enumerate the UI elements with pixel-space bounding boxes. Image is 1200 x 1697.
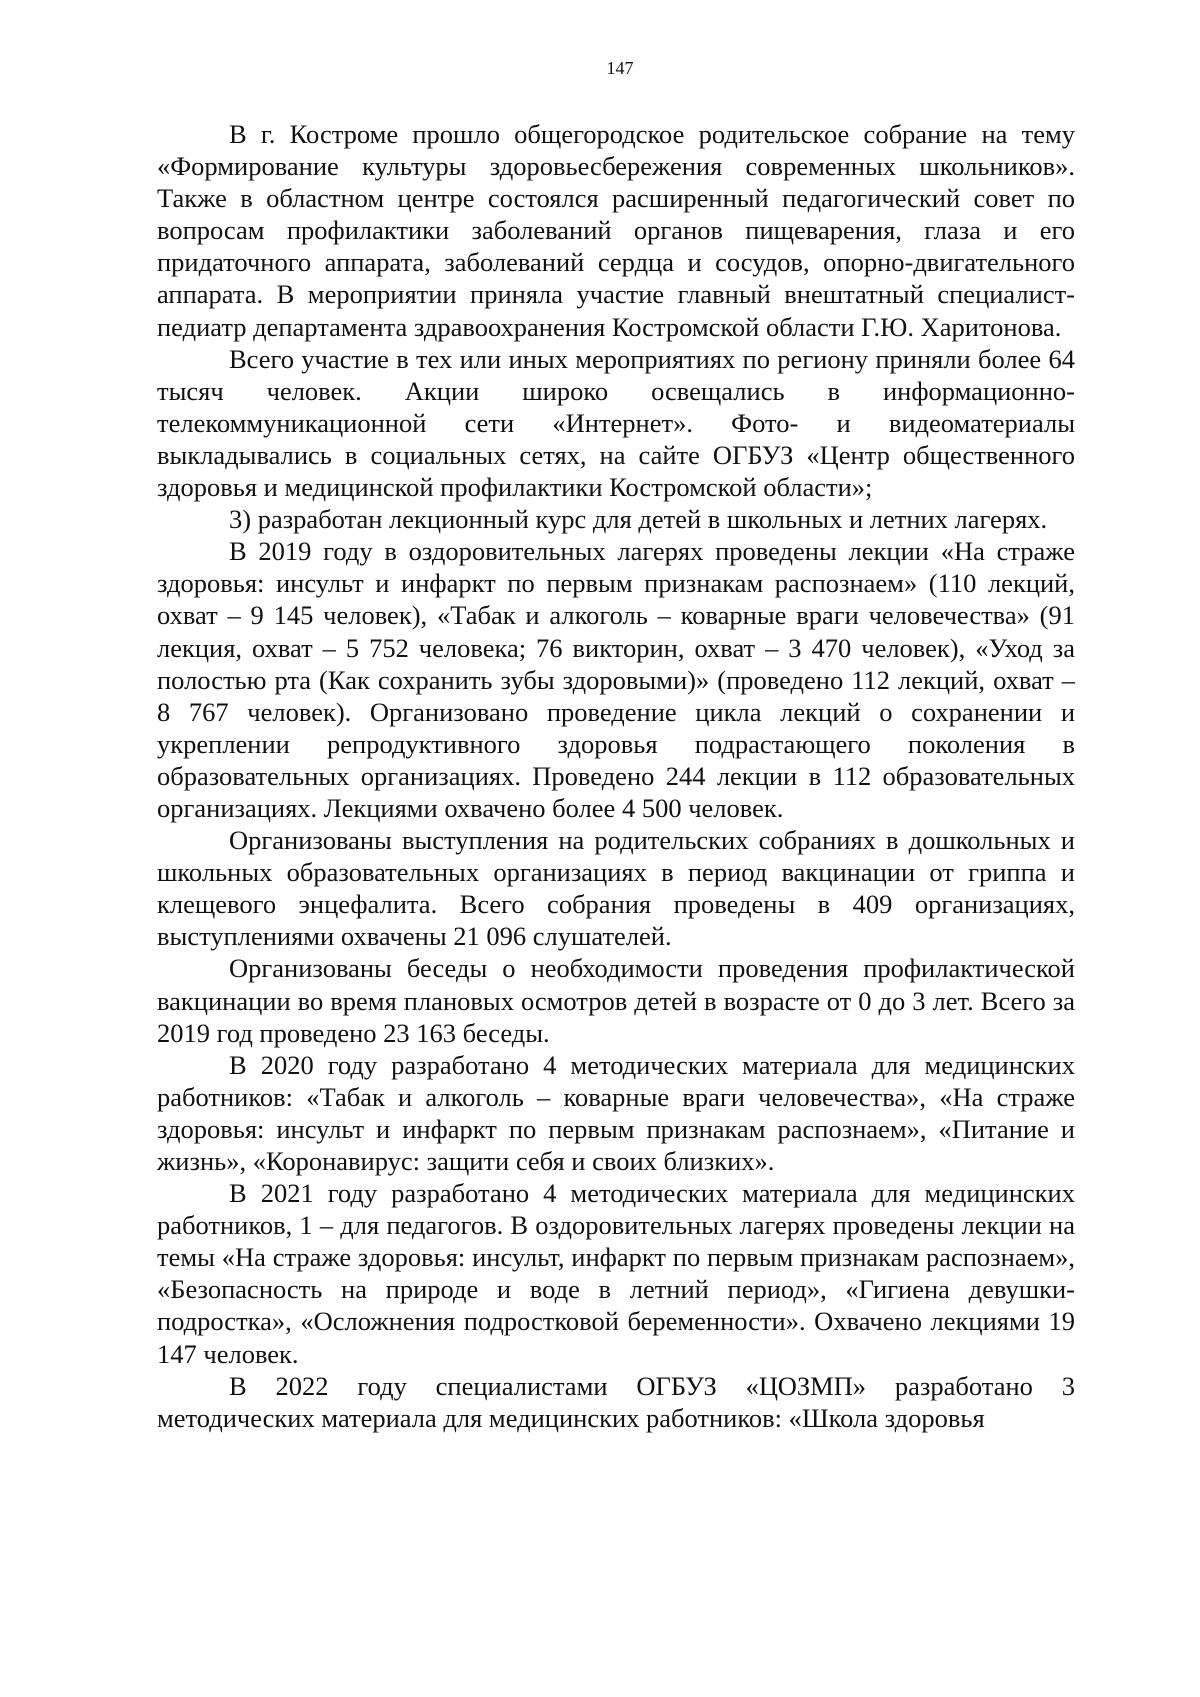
paragraph-materials-2021: В 2021 году разработано 4 методических материала для медицинских работников, 1 – для педагогов. В оздоровительных лагерях проведены лекции на темы «На страже здоровья: инсульт, инфаркт по первым признакам распознаем», «Безопасность на природе и воде в летний период», «Гигиена девушки-подростка», «Осложнения подростковой беременности». Охвачено лекциями 19 147 человек. (157, 1178, 1075, 1369)
paragraph-parent-speeches: Организованы выступления на родительских собраниях в дошкольных и школьных образовательных организациях в период вакцинации от гриппа и клещевого энцефалита. Всего собрания проведены в 409 организациях, выступлениями охвачены 21 096 слушателей. (157, 825, 1075, 952)
paragraph-materials-2020: В 2020 году разработано 4 методических материала для медицинских работников: «Табак и алкоголь – коварные враги человечества», «На страже здоровья: инсульт и инфаркт по первым признакам распознаем», «Питание и жизнь», «Коронавирус: защити себя и своих близких». (157, 1049, 1075, 1176)
document-body (157, 118, 1075, 1434)
paragraph-lecture-course: 3) разработан лекционный курс для детей в школьных и летних лагерях. (229, 504, 1048, 535)
paragraph-lectures-2019: В 2019 году в оздоровительных лагерях проведены лекции «На страже здоровья: инсульт и инфаркт по первым признакам распознаем» (110 лекций, охват – 9 145 человек), «Табак и алкоголь – коварные враги человечества» (91 лекция, охват – 5 752 человека; 76 викторин, охват – 3 470 человек), «Уход за полостью рта (Как сохранить зубы здоровыми)» (проведено 112 лекций, охват – 8 767 человек). Организовано проведение цикла лекций о сохранении и укреплении репродуктивного здоровья подрастающего поколения в образовательных организациях. Проведено 244 лекции в 112 образовательных организациях. Лекциями охвачено более 4 500 человек. (157, 536, 1075, 823)
paragraph-participation-total: Всего участие в тех или иных мероприятиях по региону приняли более 64 тысяч человек. Акции широко освещались в информационно-телекоммуникационной сети «Интернет». Фото- и видеоматериалы выкладывались в социальных сетях, на сайте ОГБУЗ «Центр общественного здоровья и медицинской профилактики Костромской области»; (157, 343, 1075, 503)
paragraph-vaccination-talks: Организованы беседы о необходимости проведения профилактической вакцинации во время плановых осмотров детей в возрасте от 0 до 3 лет. Всего за 2019 год проведено 23 163 беседы. (157, 953, 1075, 1048)
page-number: 147 (606, 58, 634, 78)
paragraph-parent-meeting: В г. Костроме прошло общегородское родительское собрание на тему «Формирование культуры здоровьесбережения современных школьников». Также в областном центре состоялся расширенный педагогический совет по вопросам профилактики заболеваний органов пищеварения, глаза и его придаточного аппарата, заболеваний сердца и сосудов, опорно-двигательного аппарата. В мероприятии приняла участие главный внештатный специалист-педиатр департамента здравоохранения Костромской области Г.Ю. Харитонова. (157, 119, 1075, 342)
paragraph-materials-2022: В 2022 году специалистами ОГБУЗ «ЦОЗМП» разработано 3 методических материала для медицинских работников: «Школа здоровья (157, 1370, 1075, 1433)
